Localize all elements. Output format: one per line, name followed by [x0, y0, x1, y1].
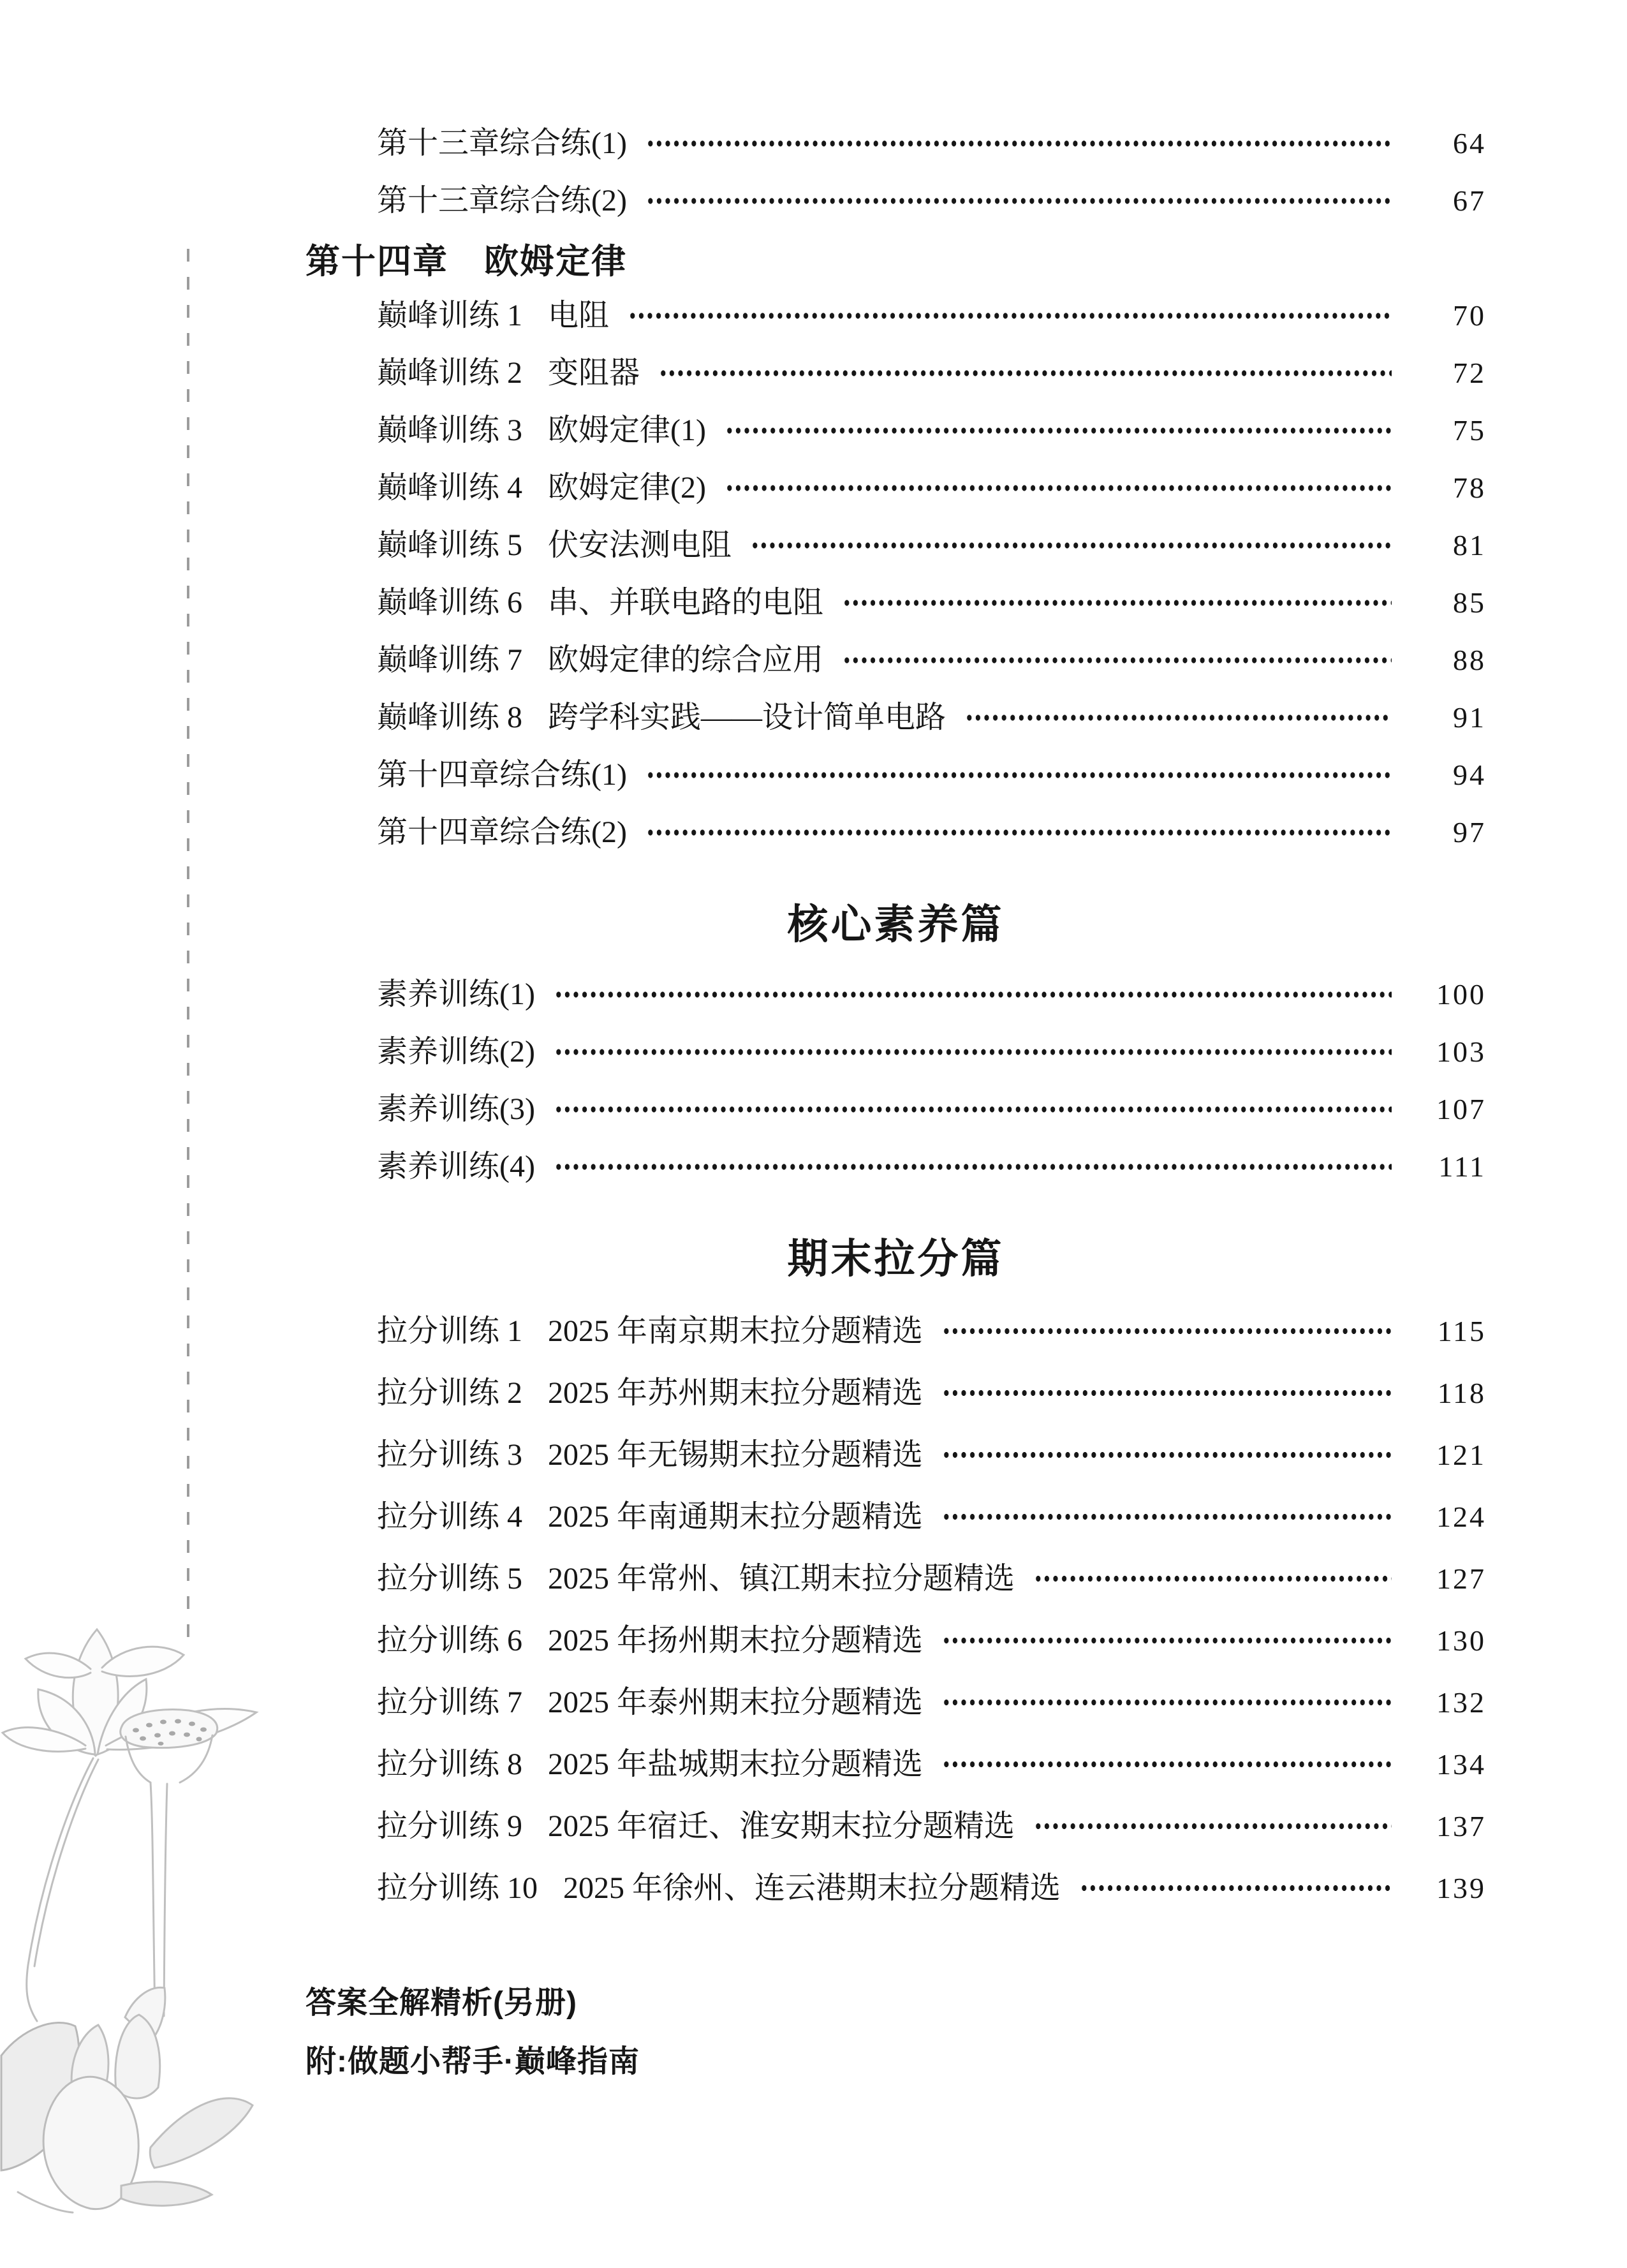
entry-title: 2025 年无锡期末拉分题精选: [548, 1437, 924, 1472]
entry-label: 素养训练(3): [377, 1092, 535, 1126]
page-number: 139: [1436, 1871, 1486, 1904]
toc-entry: [377, 115, 1486, 172]
page-number: 81: [1453, 529, 1486, 561]
toc-entry: [377, 517, 1486, 574]
entry-label: 第十四章综合练(2): [377, 815, 627, 849]
toc-entry: [377, 1424, 1486, 1486]
entry-title: 欧姆定律的综合应用: [548, 643, 824, 677]
dot-leader: [942, 1486, 1392, 1548]
page-number: 134: [1436, 1747, 1486, 1781]
toc-entry: [377, 1733, 1486, 1795]
dot-leader: [843, 574, 1392, 632]
entry-title: 2025 年徐州、连云港期末拉分题精选: [563, 1871, 1061, 1905]
page-number: 124: [1436, 1500, 1486, 1533]
entry-title: 电阻: [548, 299, 610, 332]
toc-entry: [377, 1300, 1486, 1362]
dot-leader: [942, 1733, 1392, 1795]
entry-title: 跨学科实践——设计简单电路: [548, 700, 946, 734]
page-number: 132: [1436, 1686, 1486, 1719]
toc-entry: [377, 1081, 1486, 1138]
dot-leader: [646, 804, 1392, 861]
dot-leader: [1034, 1548, 1392, 1610]
dot-leader: [628, 287, 1392, 345]
chapter-heading: 第十四章 欧姆定律: [306, 242, 627, 281]
page-number: 91: [1453, 701, 1486, 734]
lotus-line-art: [1, 1629, 256, 2212]
entry-label: 拉分训练 5: [377, 1561, 523, 1596]
entry-title: 2025 年泰州期末拉分题精选: [548, 1685, 924, 1719]
toc-entry: [377, 402, 1486, 459]
entry-label: 拉分训练 4: [377, 1499, 523, 1534]
dot-leader: [554, 1023, 1392, 1081]
dot-leader: [725, 459, 1392, 517]
lotus-illustration: [0, 1608, 274, 2268]
page-number: 127: [1436, 1562, 1486, 1595]
page-number: 78: [1453, 471, 1486, 504]
dot-leader: [1080, 1857, 1392, 1919]
entry-title: 伏安法测电阻: [548, 528, 732, 562]
dot-leader: [646, 115, 1392, 172]
toc-entry: [377, 1857, 1486, 1919]
entry-title: 变阻器: [548, 356, 640, 390]
entry-title: 2025 年常州、镇江期末拉分题精选: [548, 1561, 1015, 1596]
entry-label: 素养训练(1): [377, 977, 535, 1011]
entry-label: 素养训练(2): [377, 1035, 535, 1069]
section-heading: 核心素养篇: [787, 902, 1005, 947]
page-number: 85: [1453, 586, 1486, 619]
entry-label: 拉分训练 2: [377, 1375, 523, 1410]
entry-title: 欧姆定律(2): [548, 471, 706, 505]
entry-label: 巅峰训练 7: [377, 643, 523, 677]
dot-leader: [646, 746, 1392, 804]
entry-label: 素养训练(4): [377, 1150, 535, 1183]
page-number: 97: [1453, 816, 1486, 849]
appendix-note: 附:做题小帮手·巅峰指南: [306, 2044, 640, 2079]
entry-title: 2025 年扬州期末拉分题精选: [548, 1623, 924, 1657]
toc-entry: [377, 1795, 1486, 1857]
dot-leader: [942, 1362, 1392, 1424]
dot-leader: [659, 345, 1392, 402]
page-number: 72: [1453, 357, 1486, 389]
section-heading: 期末拉分篇: [787, 1236, 1005, 1282]
entry-title: 2025 年南京期末拉分题精选: [548, 1314, 924, 1348]
page-number: 88: [1453, 644, 1486, 676]
entry-label: 巅峰训练 1: [377, 299, 523, 332]
entry-label: 拉分训练 3: [377, 1437, 523, 1472]
toc-entry: [377, 1362, 1486, 1424]
dot-leader: [646, 172, 1392, 230]
toc-entry: [377, 966, 1486, 1023]
toc-entry: [377, 1138, 1486, 1196]
toc-entry: [377, 172, 1486, 230]
entry-title: 欧姆定律(1): [548, 413, 706, 447]
dot-leader: [942, 1610, 1392, 1671]
dot-leader: [1034, 1795, 1392, 1857]
entry-label: 拉分训练 8: [377, 1747, 523, 1781]
entry-label: 巅峰训练 5: [377, 528, 523, 562]
page-number: 75: [1453, 414, 1486, 447]
toc-entry: [377, 632, 1486, 689]
entry-title: 2025 年盐城期末拉分题精选: [548, 1747, 924, 1781]
page-number: 107: [1436, 1093, 1486, 1125]
entry-title: 2025 年苏州期末拉分题精选: [548, 1375, 924, 1410]
page-number: 64: [1453, 127, 1486, 159]
dot-leader: [554, 1138, 1392, 1196]
page-number: 121: [1436, 1438, 1486, 1471]
dot-leader: [843, 632, 1392, 689]
entry-label: 拉分训练 7: [377, 1685, 523, 1719]
toc-entry: [377, 459, 1486, 517]
page-number: 111: [1438, 1150, 1486, 1183]
entry-title: 串、并联电路的电阻: [548, 586, 824, 619]
entry-label: 巅峰训练 8: [377, 700, 523, 734]
toc-entry: [377, 746, 1486, 804]
page-number: 115: [1437, 1314, 1486, 1347]
entry-title: 2025 年宿迁、淮安期末拉分题精选: [548, 1809, 1015, 1843]
toc-entry: [377, 574, 1486, 632]
dot-leader: [554, 966, 1392, 1023]
entry-label: 巅峰训练 6: [377, 586, 523, 619]
page-number: 100: [1436, 978, 1486, 1011]
dot-leader: [942, 1424, 1392, 1486]
toc-entry: [377, 1610, 1486, 1671]
toc-entry: [377, 1671, 1486, 1733]
toc-entry: [377, 1548, 1486, 1610]
dot-leader: [965, 689, 1392, 746]
margin-dashed-line: [187, 249, 189, 1649]
dot-leader: [554, 1081, 1392, 1138]
toc-entry: [377, 689, 1486, 746]
entry-label: 拉分训练 1: [377, 1314, 523, 1348]
dot-leader: [942, 1300, 1392, 1362]
entry-label: 第十四章综合练(1): [377, 758, 627, 792]
answer-book-note: 答案全解精析(另册): [306, 1985, 577, 2020]
entry-label: 巅峰训练 4: [377, 471, 523, 505]
page-number: 70: [1453, 299, 1486, 332]
toc-entry: [377, 287, 1486, 345]
toc-entry: [377, 804, 1486, 861]
page-number: 118: [1437, 1376, 1486, 1409]
page-number: 137: [1436, 1809, 1486, 1842]
entry-label: 第十三章综合练(1): [377, 126, 627, 160]
toc-entry: [377, 1023, 1486, 1081]
entry-label: 拉分训练 9: [377, 1809, 523, 1843]
entry-label: 巅峰训练 2: [377, 356, 523, 390]
page-number: 94: [1453, 759, 1486, 791]
entry-label: 拉分训练 10: [377, 1871, 538, 1905]
toc-entry: [377, 345, 1486, 402]
page-number: 67: [1453, 184, 1486, 217]
toc-list: [306, 115, 1486, 2087]
entry-label: 第十三章综合练(2): [377, 184, 627, 218]
dot-leader: [751, 517, 1392, 574]
toc-entry: [377, 1486, 1486, 1548]
footer-notes: [306, 1970, 1486, 2087]
entry-label: 拉分训练 6: [377, 1623, 523, 1657]
entry-title: 2025 年南通期末拉分题精选: [548, 1499, 924, 1534]
dot-leader: [942, 1671, 1392, 1733]
entry-label: 巅峰训练 3: [377, 413, 523, 447]
dot-leader: [725, 402, 1392, 459]
page-number: 103: [1436, 1035, 1486, 1068]
page-number: 130: [1436, 1624, 1486, 1657]
